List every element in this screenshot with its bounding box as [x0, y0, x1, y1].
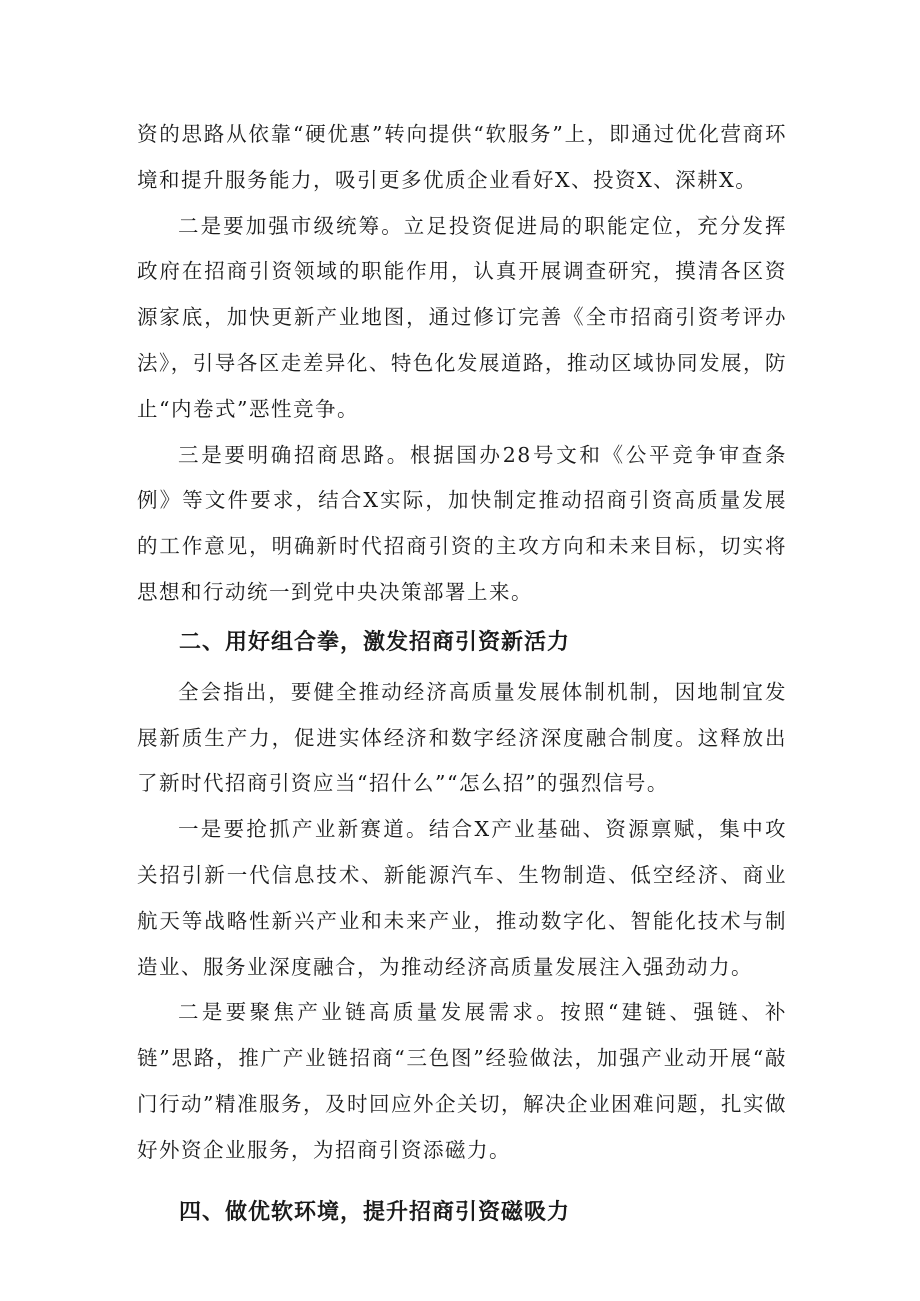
paragraph-investment-approach: 三是要明确招商思路。根据国办28号文和《公平竞争审查条例》等文件要求，结合X实际，加快制定推动招商引资高质量发展的工作意见，明确新时代招商引资的主攻方向和未来目标，切实将思想和行动统一到党中央决策部署上来。 — [137, 442, 787, 604]
paragraph-industry-chain: 二是要聚焦产业链高质量发展需求。按照“建链、强链、补链”思路，推广产业链招商“三色图”经验做法，加强产业动开展“敲门行动”精准服务，及时回应外企关切，解决企业困难问题，扎实做好外资企业服务，为招商引资添磁力。 — [137, 1000, 787, 1162]
paragraph-city-coordination: 二是要加强市级统筹。立足投资促进局的职能定位，充分发挥政府在招商引资领域的职能作用，认真开展调查研究，摸清各区资源家底，加快更新产业地图，通过修订完善《全市招商引资考评办法》，引导各区走差异化、特色化发展道路，推动区域协同发展，防止“内卷式”恶性竞争。 — [137, 213, 787, 421]
paragraph-plenary-points: 全会指出，要健全推动经济高质量发展体制机制，因地制宜发展新质生产力，促进实体经济和数字经济深度融合制度。这释放出了新时代招商引资应当“招什么”“怎么招”的强烈信号。 — [137, 679, 787, 796]
section-heading-four: 四、做优软环境，提升招商引资磁吸力 — [179, 1199, 571, 1225]
section-heading-two: 二、用好组合拳，激发招商引资新活力 — [179, 629, 571, 655]
document-body — [137, 112, 787, 1240]
paragraph-continuation: 资的思路从依靠“硬优惠”转向提供“软服务”上，即通过优化营商环境和提升服务能力，吸引更多优质企业看好X、投资X、深耕X。 — [137, 122, 787, 192]
paragraph-new-tracks: 一是要抢抓产业新赛道。结合X产业基础、资源禀赋，集中攻关招引新一代信息技术、新能源汽车、生物制造、低空经济、商业航天等战略性新兴产业和未来产业，推动数字化、智能化技术与制造业、服务业深度融合，为推动经济高质量发展注入强劲动力。 — [137, 817, 787, 979]
